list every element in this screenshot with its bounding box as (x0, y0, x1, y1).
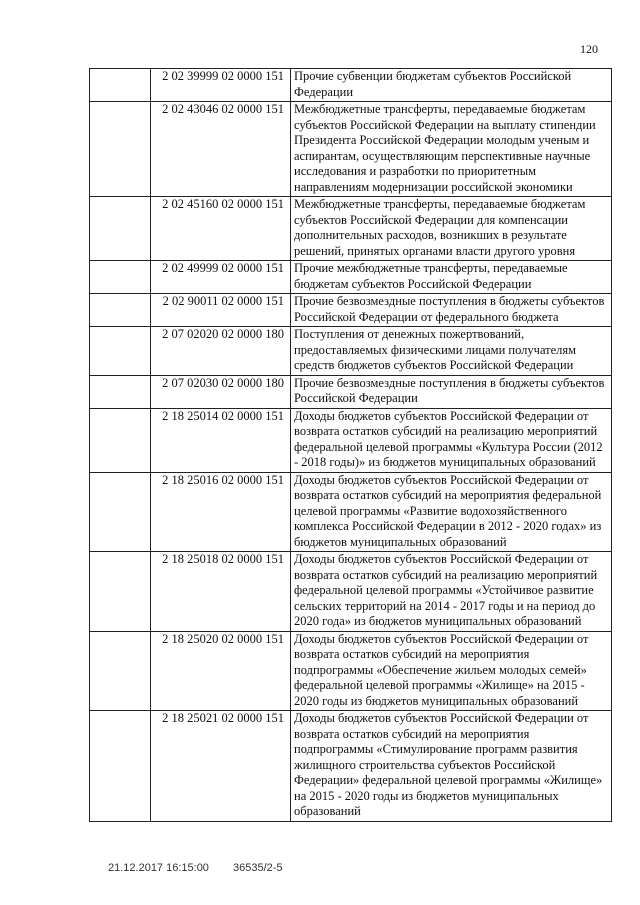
budget-code-cell: 2 18 25021 02 0000 151 (151, 711, 291, 822)
table-row (90, 261, 612, 294)
description-cell: Прочие безвозмездные поступления в бюджеты субъектов Российской Федерации (291, 375, 612, 408)
empty-cell (90, 631, 151, 711)
budget-code-cell: 2 02 43046 02 0000 151 (151, 102, 291, 197)
table-row (90, 408, 612, 472)
budget-code-cell: 2 07 02030 02 0000 180 (151, 375, 291, 408)
footer-timestamp: 21.12.2017 16:15:00 (108, 862, 209, 874)
empty-cell (90, 375, 151, 408)
budget-code-cell: 2 02 90011 02 0000 151 (151, 294, 291, 327)
description-cell: Межбюджетные трансферты, передаваемые бюджетам субъектов Российской Федерации на выплату стипендии Президента Российской Федерации молодым ученым и аспирантам, осуществляющим перспективные научные исследования и разработки по приоритетным направлениям модернизации российской экономики (291, 102, 612, 197)
description-cell: Прочие безвозмездные поступления в бюджеты субъектов Российской Федерации от федерального бюджета (291, 294, 612, 327)
description-cell: Прочие межбюджетные трансферты, передаваемые бюджетам субъектов Российской Федерации (291, 261, 612, 294)
empty-cell (90, 69, 151, 102)
description-cell: Поступления от денежных пожертвований, предоставляемых физическими лицами получателям средств бюджетов субъектов Российской Федерации (291, 327, 612, 376)
budget-code-cell: 2 18 25016 02 0000 151 (151, 472, 291, 552)
empty-cell (90, 552, 151, 632)
table-row (90, 552, 612, 632)
budget-code-cell: 2 02 45160 02 0000 151 (151, 197, 291, 261)
empty-cell (90, 711, 151, 822)
table-row (90, 631, 612, 711)
description-cell: Межбюджетные трансферты, передаваемые бюджетам субъектов Российской Федерации для компенсации дополнительных расходов, возникших в результате решений, принятых органами власти другого уровня (291, 197, 612, 261)
table-row (90, 375, 612, 408)
empty-cell (90, 472, 151, 552)
empty-cell (90, 261, 151, 294)
table-row (90, 711, 612, 822)
table-row (90, 197, 612, 261)
document-table (89, 68, 612, 822)
description-cell: Прочие субвенции бюджетам субъектов Российской Федерации (291, 69, 612, 102)
empty-cell (90, 102, 151, 197)
description-cell: Доходы бюджетов субъектов Российской Федерации от возврата остатков субсидий на реализацию мероприятий федеральной целевой программы «Устойчивое развитие сельских территорий на 2014 - 2017 годы и на период до 2020 года» из бюджетов муниципальных образований (291, 552, 612, 632)
budget-code-cell: 2 18 25018 02 0000 151 (151, 552, 291, 632)
page-number: 120 (580, 42, 598, 56)
budget-code-cell: 2 18 25014 02 0000 151 (151, 408, 291, 472)
table-row (90, 294, 612, 327)
empty-cell (90, 408, 151, 472)
empty-cell (90, 327, 151, 376)
budget-code-cell: 2 02 39999 02 0000 151 (151, 69, 291, 102)
description-cell: Доходы бюджетов субъектов Российской Федерации от возврата остатков субсидий на реализацию мероприятий федеральной целевой программы «Культура России (2012 - 2018 годы)» из бюджетов муниципальных образований (291, 408, 612, 472)
budget-code-cell: 2 02 49999 02 0000 151 (151, 261, 291, 294)
table-row (90, 327, 612, 376)
table-row (90, 472, 612, 552)
budget-code-cell: 2 18 25020 02 0000 151 (151, 631, 291, 711)
empty-cell (90, 197, 151, 261)
description-cell: Доходы бюджетов субъектов Российской Федерации от возврата остатков субсидий на мероприятия федеральной целевой программы «Развитие водохозяйственного комплекса Российской Федерации в 2012 - 2020 годах» из бюджетов муниципальных образований (291, 472, 612, 552)
footer-doc-id: 36535/2-5 (233, 862, 283, 874)
table-row (90, 69, 612, 102)
budget-code-cell: 2 07 02020 02 0000 180 (151, 327, 291, 376)
description-cell: Доходы бюджетов субъектов Российской Федерации от возврата остатков субсидий на мероприятия подпрограммы «Обеспечение жильем молодых семей» федеральной целевой программы «Жилище» на 2015 - 2020 годы из бюджетов муниципальных образований (291, 631, 612, 711)
empty-cell (90, 294, 151, 327)
table-row (90, 102, 612, 197)
description-cell: Доходы бюджетов субъектов Российской Федерации от возврата остатков субсидий на мероприятия подпрограммы «Стимулирование программ развития жилищного строительства субъектов Российской Федерации» федеральной целевой программы «Жилище» на 2015 - 2020 годы из бюджетов муниципальных образований (291, 711, 612, 822)
